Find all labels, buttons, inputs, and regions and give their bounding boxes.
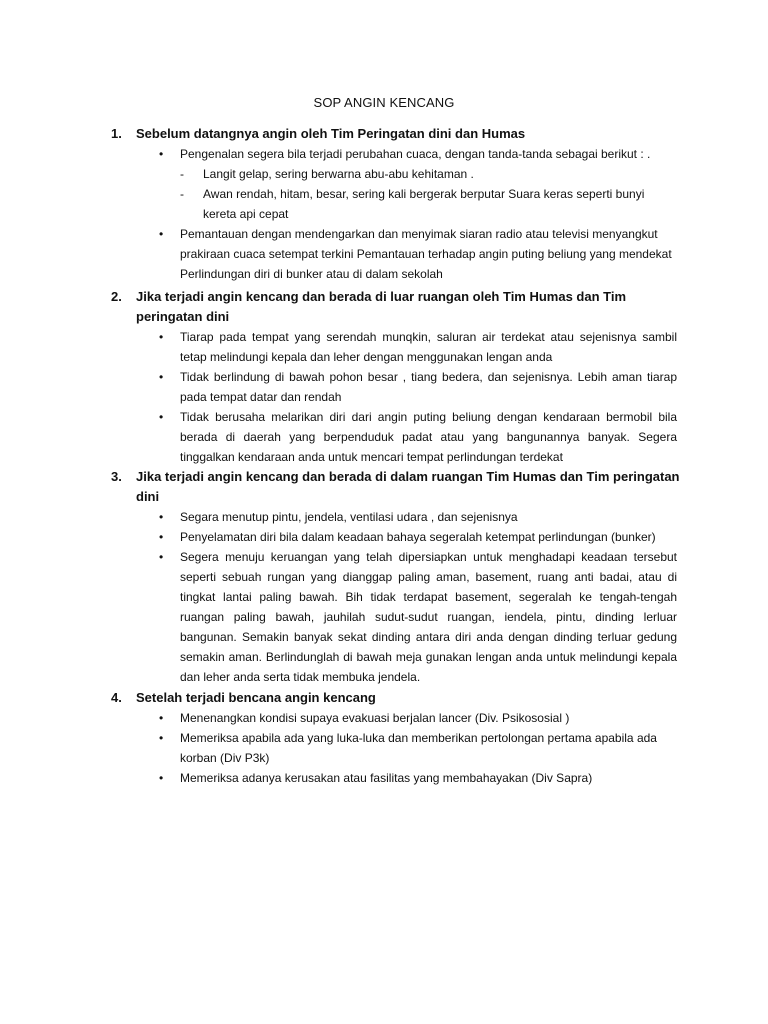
bullet-icon: • <box>159 510 164 524</box>
dash-icon: - <box>180 167 184 181</box>
list-item-text: Menenangkan kondisi supaya evakuasi berjalan lancer (Div. Psikososial ) <box>180 711 570 725</box>
list-item <box>0 327 768 367</box>
section-heading <box>0 688 768 708</box>
bullet-icon: • <box>159 771 164 785</box>
section-heading-text: Jika terjadi angin kencang dan berada di luar ruangan oleh Tim Humas dan Tim peringatan dini <box>136 289 627 324</box>
sub-list-item <box>0 164 768 184</box>
bullet-list <box>0 144 768 284</box>
bullet-icon: • <box>159 147 164 161</box>
list-item <box>0 768 768 788</box>
list-item-text: Memeriksa apabila ada yang luka-luka dan memberikan pertolongan pertama apabila ada korban (Div P3k) <box>180 731 657 765</box>
bullet-icon: • <box>159 711 164 725</box>
list-item-text: Tidak berusaha melarikan diri dari angin puting beliung dengan kendaraan bermobil bila berada di daerah yang berpenduduk padat atau yang bangunannya banyak. Segera tinggalkan kendaraan anda untuk mencari tempat perlindungan terdekat <box>180 410 677 464</box>
bullet-list <box>0 327 768 467</box>
list-item-text: Segara menutup pintu, jendela, ventilasi udara , dan sejenisnya <box>180 510 518 524</box>
section-heading-text: Jika terjadi angin kencang dan berada di dalam ruangan Tim Humas dan Tim peringatan dini <box>136 469 680 504</box>
list-item-text: Pemantauan dengan mendengarkan dan menyimak siaran radio atau televisi menyangkut prakiraan cuaca setempat terkini Pemantauan terhadap angin puting beliung yang mendekat Perlindungan diri di bunker atau di dalam sekolah <box>180 227 672 281</box>
list-item <box>0 224 768 284</box>
list-item <box>0 407 768 467</box>
section-heading <box>0 467 768 507</box>
sub-list-item-text: Awan rendah, hitam, besar, sering kali bergerak berputar Suara keras seperti bunyi kereta api cepat <box>203 187 645 221</box>
dash-icon: - <box>180 187 184 201</box>
bullet-icon: • <box>159 410 164 424</box>
bullet-icon: • <box>159 330 164 344</box>
section-heading <box>0 124 768 144</box>
bullet-list <box>0 507 768 687</box>
list-item <box>0 708 768 728</box>
section-heading-text: Setelah terjadi bencana angin kencang <box>136 690 376 705</box>
sub-list-item <box>0 184 768 224</box>
section-4 <box>0 688 768 788</box>
bullet-icon: • <box>159 550 164 564</box>
list-item <box>0 507 768 527</box>
section-number: 4. <box>111 690 122 705</box>
section-1 <box>0 124 768 284</box>
section-number: 3. <box>111 469 122 484</box>
page-title: SOP ANGIN KENCANG <box>313 95 455 110</box>
list-item <box>0 367 768 407</box>
section-number: 2. <box>111 289 122 304</box>
section-3 <box>0 467 768 687</box>
sub-list-item-text: Langit gelap, sering berwarna abu-abu kehitaman . <box>203 167 474 181</box>
list-item-text: Pengenalan segera bila terjadi perubahan cuaca, dengan tanda-tanda sebagai berikut : . <box>180 147 651 161</box>
list-item-text: Memeriksa adanya kerusakan atau fasilitas yang membahayakan (Div Sapra) <box>180 771 593 785</box>
list-item <box>0 728 768 768</box>
section-number: 1. <box>111 126 122 141</box>
list-item <box>0 144 768 164</box>
bullet-icon: • <box>159 731 164 745</box>
list-item <box>0 527 768 547</box>
section-heading-text: Sebelum datangnya angin oleh Tim Peringatan dini dan Humas <box>136 126 526 141</box>
bullet-icon: • <box>159 530 164 544</box>
bullet-icon: • <box>159 370 164 384</box>
list-item <box>0 547 768 687</box>
bullet-list <box>0 708 768 788</box>
list-item-text: Tiarap pada tempat yang serendah munqkin, saluran air terdekat atau sejenisnya sambil tetap melindungi kepala dan leher dengan menggunakan lengan anda <box>180 330 677 364</box>
bullet-icon: • <box>159 227 164 241</box>
section-heading <box>0 287 768 327</box>
list-item-text: Penyelamatan diri bila dalam keadaan bahaya segeralah ketempat perlindungan (bunker) <box>180 530 656 544</box>
section-2 <box>0 287 768 467</box>
list-item-text: Tidak berlindung di bawah pohon besar , tiang bedera, dan sejenisnya. Lebih aman tiarap pada tempat datar dan rendah <box>180 370 677 404</box>
list-item-text: Segera menuju keruangan yang telah dipersiapkan untuk menghadapi keadaan tersebut seperti sebuah rungan yang dianggap paling aman, basement, ruang anti badai, atau di tingkat lantai paling bawah. Bih tidak terdapat basement, segeralah ke tengah-tengah ruangan paling bawah, jauhilah sudut-sudut ruangan, iendela, pintu, dinding lerluar bangunan. Semakin banyak sekat dinding antara diri anda dengan dinding terluar gedung semakin aman. Berlindunglah di bawah meja gunakan lengan anda untuk melindungi kepala dan leher anda serta tidak membuka jendela. <box>180 550 677 684</box>
